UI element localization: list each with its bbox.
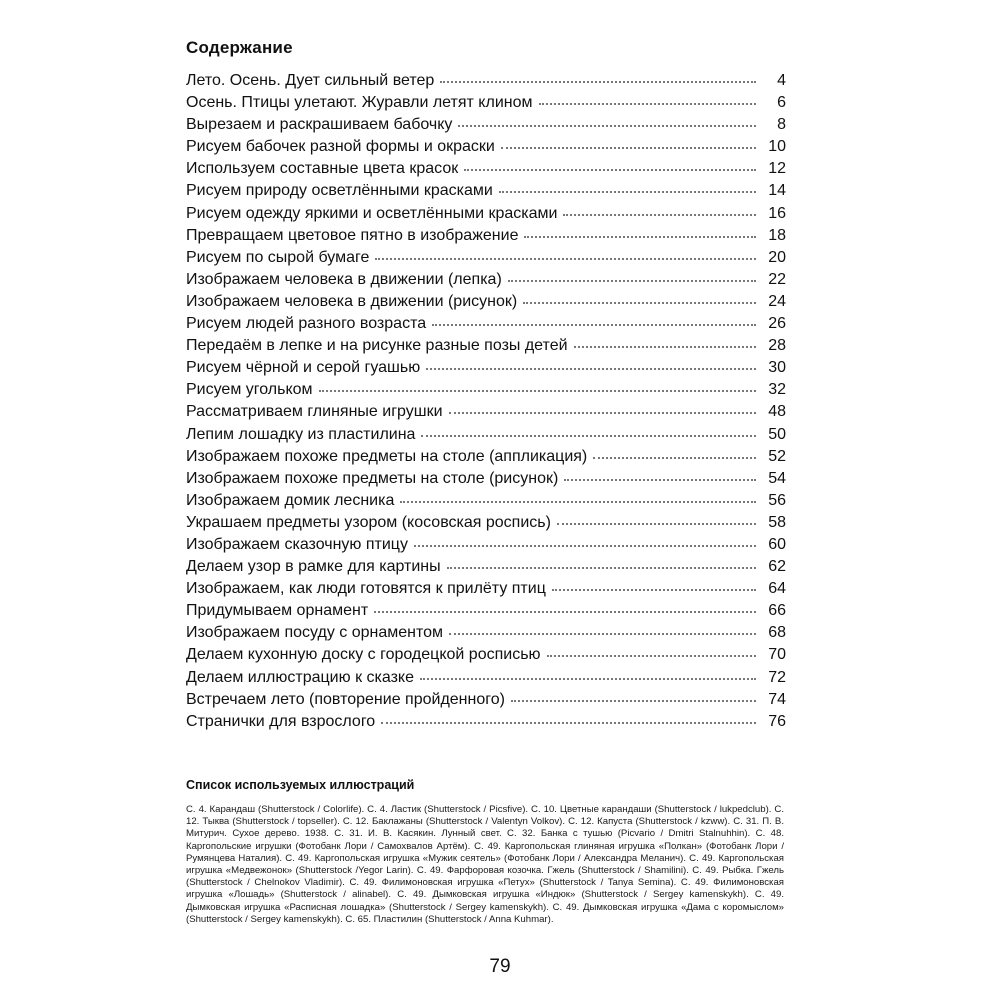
toc-entry-label: Рисуем чёрной и серой гуашью: [186, 359, 421, 377]
toc-leader-dots: [547, 655, 756, 657]
toc-entry: [186, 313, 786, 335]
toc-entry-page: 66: [768, 602, 786, 620]
toc-entry-page: 14: [768, 182, 786, 200]
toc-entry-label: Изображаем посуду с орнаментом: [186, 624, 444, 642]
toc-entry: [186, 711, 786, 733]
toc-entry: [186, 136, 786, 158]
toc-leader-dots: [374, 611, 756, 613]
toc-leader-dots: [420, 678, 756, 680]
toc-leader-dots: [449, 412, 756, 414]
toc-leader-dots: [414, 545, 756, 547]
toc-leader-dots: [381, 722, 756, 724]
toc-entry: [186, 203, 786, 225]
toc-entry: [186, 446, 786, 468]
toc-entry-page: 52: [768, 447, 786, 465]
toc-entry: [186, 534, 786, 556]
toc-entry-label: Используем составные цвета красок: [186, 160, 459, 178]
toc-entry: [186, 689, 786, 711]
toc-leader-dots: [501, 147, 756, 149]
toc-entry: [186, 247, 786, 269]
toc-entry-page: 48: [768, 403, 786, 421]
toc-entry-page: 70: [768, 646, 786, 664]
toc-entry: [186, 401, 786, 423]
toc-entry: [186, 357, 786, 379]
toc-entry-label: Изображаем человека в движении (лепка): [186, 270, 502, 288]
toc-entry: [186, 379, 786, 401]
toc-entry-page: 4: [777, 72, 786, 89]
toc-entry-label: Изображаем похоже предметы на столе (рисунок): [186, 469, 559, 487]
toc-entry-page: 8: [777, 116, 786, 134]
toc-entry: [186, 180, 786, 202]
toc-entry-label: Превращаем цветовое пятно в изображение: [186, 226, 519, 244]
toc-entry-label: Рисуем природу осветлёнными красками: [186, 182, 493, 200]
toc-entry: [186, 600, 786, 622]
toc-entry-page: 22: [768, 270, 786, 288]
toc-entry: [186, 578, 786, 600]
toc-entry-page: 6: [777, 94, 786, 112]
toc-entry-page: 64: [768, 580, 786, 598]
toc-entry-page: 72: [768, 668, 786, 686]
toc-entry-label: Вырезаем и раскрашиваем бабочку: [186, 116, 453, 134]
toc-entry: [186, 468, 786, 490]
toc-entry-label: Встречаем лето (повторение пройденного): [186, 690, 505, 708]
toc-leader-dots: [400, 501, 756, 503]
toc-leader-dots: [426, 368, 756, 370]
toc-leader-dots: [511, 700, 756, 702]
toc-leader-dots: [523, 302, 756, 304]
toc-entry: [186, 70, 786, 92]
toc-entry-label: Передаём в лепке и на рисунке разные позы детей: [186, 337, 568, 355]
toc-entry-label: Лепим лошадку из пластилина: [186, 425, 416, 443]
toc-leader-dots: [508, 280, 756, 282]
toc-leader-dots: [447, 567, 756, 569]
toc-leader-dots: [552, 589, 756, 591]
toc-entry-label: Рисуем угольком: [186, 381, 313, 399]
toc-entry-label: Изображаем похоже предметы на столе (аппликация): [186, 447, 588, 465]
toc-leader-dots: [499, 191, 756, 193]
toc-entry-page: 30: [768, 359, 786, 377]
toc-leader-dots: [574, 346, 756, 348]
toc-entry: [186, 158, 786, 180]
toc-entry-page: 28: [768, 337, 786, 355]
toc-entry: [186, 667, 786, 689]
toc-leader-dots: [464, 169, 756, 171]
page-number: 79: [489, 956, 511, 977]
toc-entry: [186, 269, 786, 291]
toc-entry: [186, 490, 786, 512]
toc-entry: [186, 291, 786, 313]
toc-entry-page: 24: [768, 292, 786, 310]
toc-entry-label: Изображаем сказочную птицу: [186, 535, 408, 553]
toc-entry-page: 12: [768, 160, 786, 178]
toc-entry-label: Осень. Птицы улетают. Журавли летят клином: [186, 94, 533, 112]
toc-entry-label: Рисуем по сырой бумаге: [186, 248, 370, 266]
toc-entry-label: Делаем иллюстрацию к сказке: [186, 668, 414, 686]
toc-leader-dots: [557, 523, 756, 525]
toc-leader-dots: [319, 390, 756, 392]
toc-entry: [186, 424, 786, 446]
toc-entry-label: Рисуем людей разного возраста: [186, 315, 427, 333]
toc-entry-page: 50: [768, 425, 786, 443]
toc-entry-page: 18: [768, 226, 786, 244]
illustrations-credits: С. 4. Карандаш (Shutterstock / Colorlife). С. 4. Ластик (Shutterstock / Picsfive). С. 10. Цветные карандаши (Shutterstock / lukpedclub). С. 12. Тыква (Shutterstock / topseller). С. 12. Баклажаны (Shutterstock / Valentyn Volkov). С. 12. Капуста (Shutterstock / kzww). С. 31. П. В. Митурич. Сухое дерево. 1938. С. 31. И. В. Касякин. Лунный свет. С. 32. Банка с тушью (Picvario / Dmitri Stalnuhhin). С. 48. Каргопольские игрушки (Фотобанк Лори / Самохвалов Артём). С. 49. Каргопольская глиняная игрушка «Полкан» (Фотобанк Лори / Румянцева Наталия). С. 49. Каргопольская игрушка «Мужик сеятель» (Фотобанк Лори / Александра Меланич). С. 49. Каргопольская игрушка «Медвежонок» (Shutterstock /Yegor Larin). С. 49. Фарфоровая козочка. Гжель (Shutterstock / Shamilini). С. 49. Рыбка. Гжель (Shutterstock / Chelnokov Vladimir). С. 49. Филимоновская игрушка «Петух» (Shutterstock / Tanya Semina). С. 49. Филимоновская игрушка «Лошадь» (Shutterstock / alinabel). С. 49. Дымковская игрушка «Индюк» (Shutterstock / Sergey kamenskykh). С. 49. Дымковская игрушка «Расписная лошадка» (Shutterstock / Sergey kamenskykh). С. 49. Дымковская игрушка «Дама с коромыслом» (Shutterstock / Sergey kamenskykh). С. 65. Пластилин (Shutterstock / Anna Kuhmar).: [186, 804, 784, 925]
toc-entry: [186, 556, 786, 578]
toc-leader-dots: [421, 435, 756, 437]
illustrations-title: Список используемых иллюстраций: [186, 778, 415, 792]
toc-entry-page: 54: [768, 469, 786, 487]
toc-entry-label: Изображаем человека в движении (рисунок): [186, 292, 518, 310]
toc-entry: [186, 92, 786, 114]
toc-entry-page: 20: [768, 248, 786, 266]
toc-entry-label: Рисуем бабочек разной формы и окраски: [186, 138, 495, 156]
toc-entry-page: 56: [768, 491, 786, 509]
toc-entry-page: 10: [768, 138, 786, 156]
toc-leader-dots: [375, 258, 756, 260]
toc-entry-label: Придумываем орнамент: [186, 602, 369, 620]
toc-entry-label: Рисуем одежду яркими и осветлёнными красками: [186, 204, 558, 222]
toc-entry-page: 68: [768, 624, 786, 642]
toc-entry-label: Делаем узор в рамке для картины: [186, 558, 441, 576]
toc-leader-dots: [539, 103, 757, 105]
toc-leader-dots: [564, 479, 756, 481]
toc-entry: [186, 512, 786, 534]
toc-entry-label: Делаем кухонную доску с городецкой росписью: [186, 646, 541, 664]
toc-leader-dots: [593, 457, 756, 459]
toc-entry-page: 16: [768, 204, 786, 222]
toc-entry: [186, 335, 786, 357]
toc-leader-dots: [458, 125, 756, 127]
toc-leader-dots: [563, 214, 756, 216]
toc-entry-label: Лето. Осень. Дует сильный ветер: [186, 72, 435, 89]
toc-entry-label: Странички для взрослого: [186, 712, 376, 730]
toc-entry-page: 58: [768, 513, 786, 531]
toc-entry: [186, 225, 786, 247]
toc-entry-page: 62: [768, 558, 786, 576]
toc-entry-page: 76: [768, 712, 786, 730]
toc-entry: [186, 622, 786, 644]
table-of-contents: [186, 70, 786, 733]
toc-entry-page: 32: [768, 381, 786, 399]
toc-leader-dots: [432, 324, 756, 326]
toc-leader-dots: [440, 81, 756, 83]
toc-entry-label: Изображаем домик лесника: [186, 491, 395, 509]
toc-entry-page: 26: [768, 315, 786, 333]
toc-leader-dots: [524, 236, 756, 238]
toc-entry-page: 60: [768, 535, 786, 553]
toc-entry: [186, 644, 786, 666]
toc-entry: [186, 114, 786, 136]
toc-title: Содержание: [186, 38, 293, 57]
toc-entry-label: Украшаем предметы узором (косовская роспись): [186, 513, 551, 531]
toc-leader-dots: [449, 633, 756, 635]
toc-entry-label: Изображаем, как люди готовятся к прилёту птиц: [186, 580, 546, 598]
toc-entry-page: 74: [768, 690, 786, 708]
toc-entry-label: Рассматриваем глиняные игрушки: [186, 403, 443, 421]
